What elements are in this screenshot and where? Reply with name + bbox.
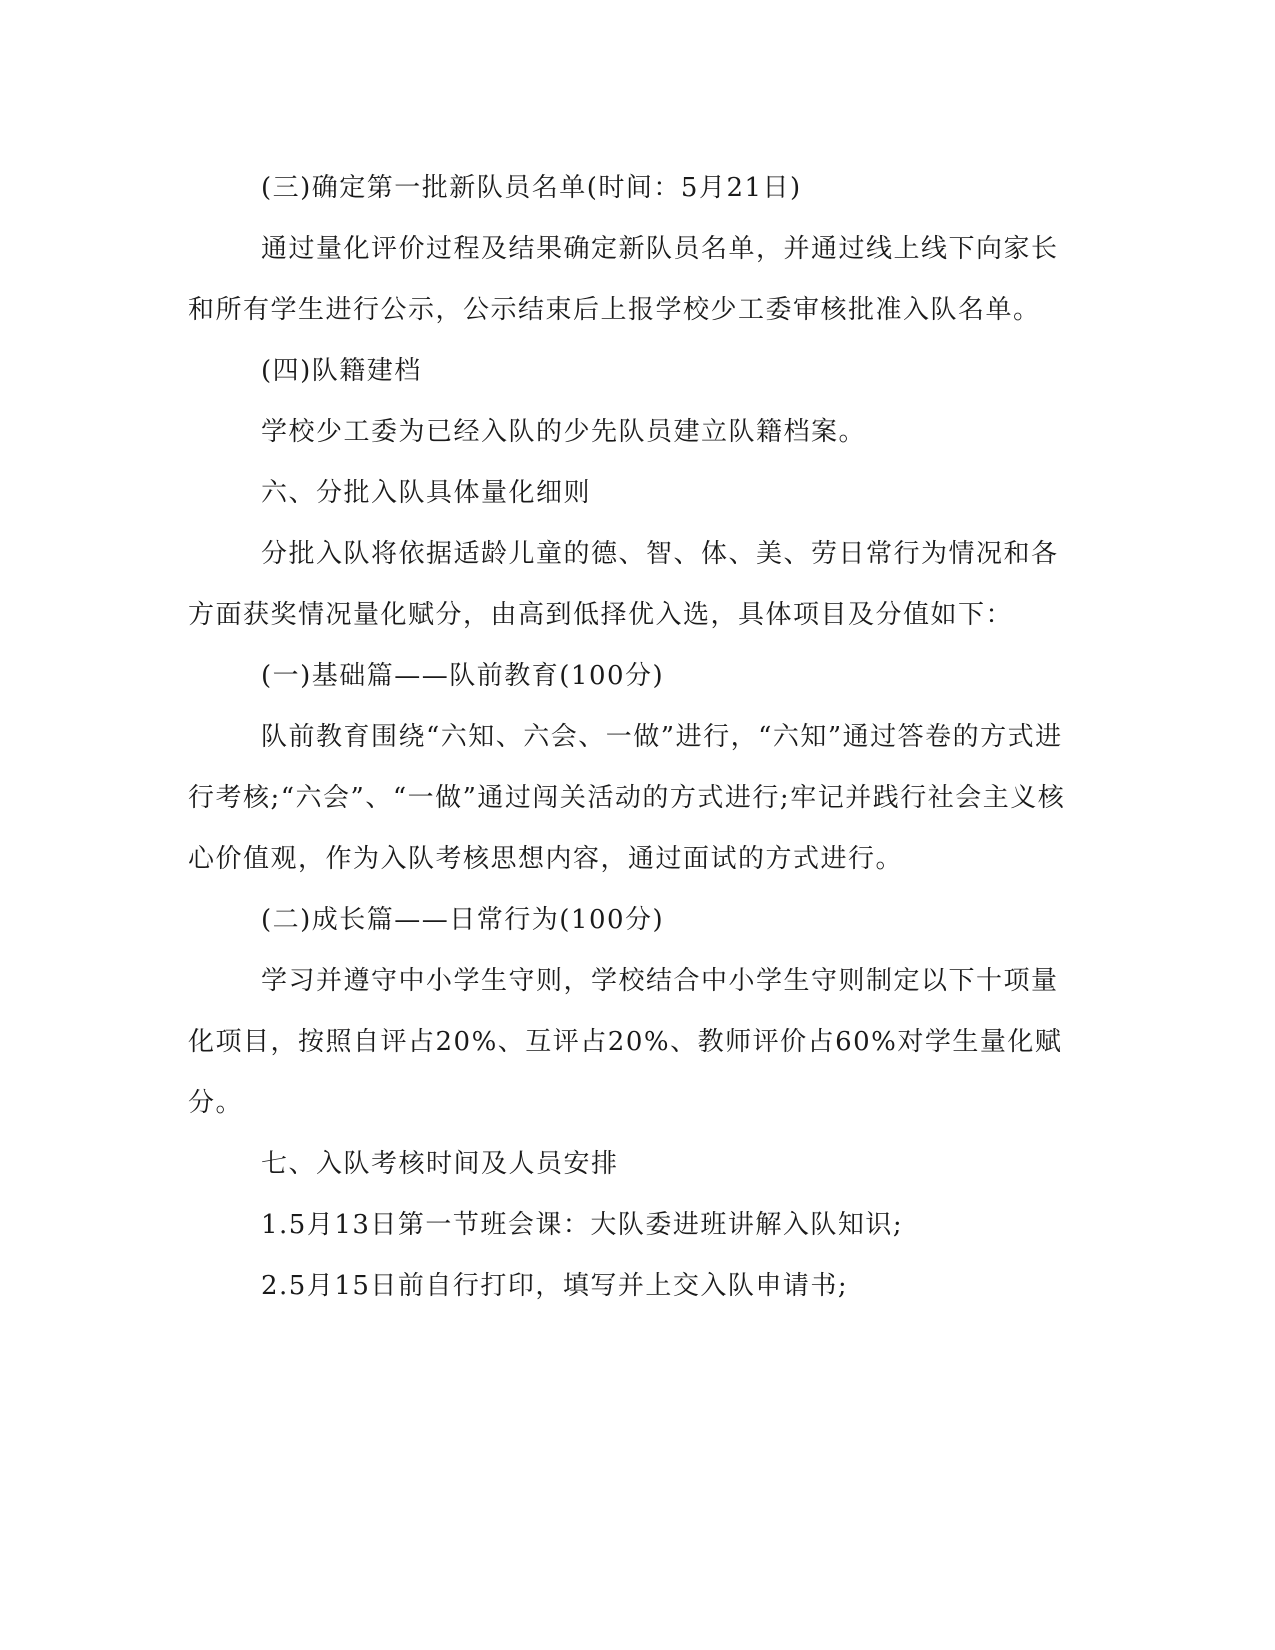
schedule-item-1: 1.5月13日第一节班会课：大队委进班讲解入队知识; — [261, 1210, 904, 1240]
paragraph-confirm-list: 通过量化评价过程及结果确定新队员名单，并通过线上线下向家长和所有学生进行公示，公示结束后上报学校少工委审核批准入队名单。 — [188, 234, 1059, 325]
paragraph-quantification: 分批入队将依据适龄儿童的德、智、体、美、劳日常行为情况和各方面获奖情况量化赋分，由高到低择优入选，具体项目及分值如下： — [188, 539, 1059, 630]
section-heading-schedule: 七、入队考核时间及人员安排 — [261, 1149, 619, 1179]
section-heading-basic: (一)基础篇——队前教育(100分) — [261, 661, 665, 691]
section-heading-archive: (四)队籍建档 — [261, 356, 422, 386]
paragraph-growth: 学习并遵守中小学生守则，学校结合中小学生守则制定以下十项量化项目，按照自评占20%、互评占20%、教师评价占60%对学生量化赋分。 — [188, 966, 1063, 1118]
paragraph-archive: 学校少工委为已经入队的少先队员建立队籍档案。 — [261, 417, 867, 447]
document-body — [188, 158, 1068, 1317]
schedule-item-2: 2.5月15日前自行打印，填写并上交入队申请书; — [261, 1271, 849, 1301]
section-heading-growth: (二)成长篇——日常行为(100分) — [261, 905, 665, 935]
section-heading-confirm-list: (三)确定第一批新队员名单(时间：5月21日) — [261, 173, 802, 203]
paragraph-basic: 队前教育围绕“六知、六会、一做”进行，“六知”通过答卷的方式进行考核;“六会”、“一做”通过闯关活动的方式进行;牢记并践行社会主义核心价值观，作为入队考核思想内容，通过面试的方式进行。 — [188, 722, 1066, 874]
section-heading-quantification: 六、分批入队具体量化细则 — [261, 478, 592, 508]
